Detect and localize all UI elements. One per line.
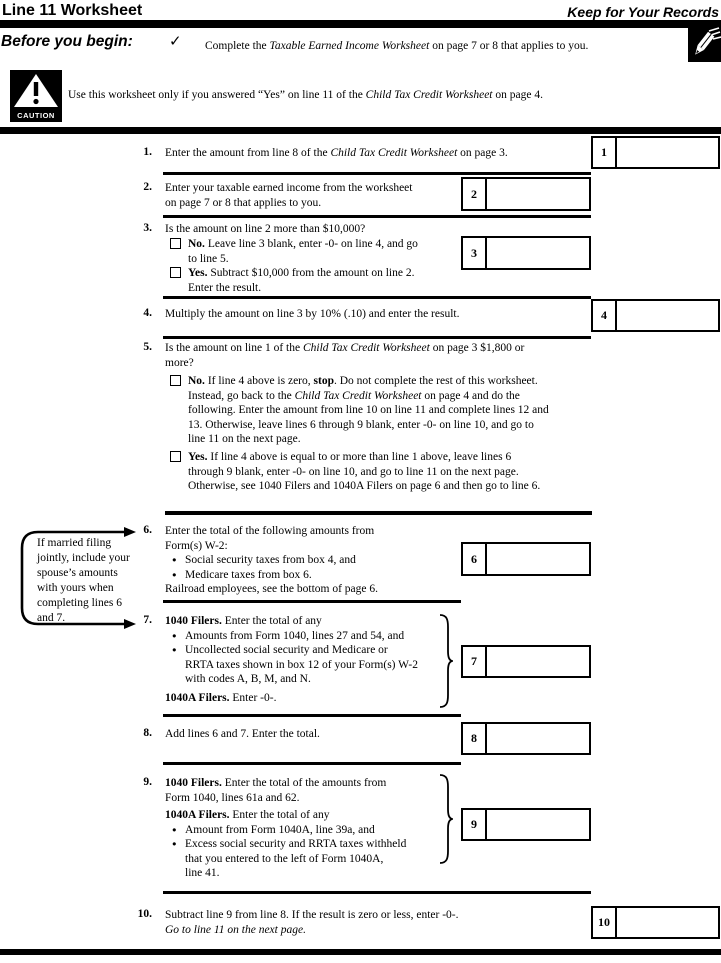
line-3-amount-field[interactable] [487,238,589,268]
line-10-amount-field[interactable] [617,908,718,937]
line-8-text: Add lines 6 and 7. Enter the total. [165,728,320,740]
divider [163,714,461,717]
line-7-block [165,614,418,705]
line-2-amount-field[interactable] [487,179,589,209]
line-1-box-label: 1 [593,138,617,167]
line-8-entry-box [461,722,591,755]
divider [163,336,591,339]
line-6-amount-field[interactable] [487,544,589,574]
line-4-entry-box [591,299,720,332]
line-7-amount-field[interactable] [487,647,589,676]
line-7-entry-box [461,645,591,678]
line-6-text: Enter the total of the following amounts from Form(s) W-2: [165,525,375,552]
line-9-bullet-2: ● Excess social security and RRTA taxes withheld that you entered to the left of Form 1040A, line 41. [165,837,406,881]
line-6-bullet-2: ● Medicare taxes from box 6. [165,568,378,583]
line-3-no-option: No. Leave line 3 blank, enter -0- on line 4, and go to line 5. [170,237,418,266]
line-9-entry-box [461,808,591,841]
line-4-number: 4. [143,307,152,319]
page-title: Line 11 Worksheet [2,2,143,19]
line-7-box-label: 7 [463,647,487,676]
line-6-entry-box [461,542,591,576]
caution-text: Use this worksheet only if you answered “Yes” on line 11 of the Child Tax Credit Worksheet on page 4. [68,89,543,101]
margin-note-text: If married filing jointly, include your spouse’s amounts with yours when completing lines 6 and 7. [37,537,130,624]
divider [0,949,721,955]
divider [163,215,591,218]
line-9-amount-field[interactable] [487,810,589,839]
line-8-number: 8. [143,727,152,739]
line-2-number: 2. [143,181,152,193]
divider [0,127,721,134]
line-3-no-checkbox[interactable] [170,238,181,249]
line-1-text: Enter the amount from line 8 of the Child Tax Credit Worksheet on page 3. [165,147,508,159]
pencil-icon [688,26,721,65]
brace-right [439,613,453,709]
line-6-note: Railroad employees, see the bottom of page 6. [165,583,379,595]
before-you-begin-text: Complete the Taxable Earned Income Worksheet on page 7 or 8 that applies to you. [205,40,589,52]
line-7-1040-filers-text: 1040 Filers. Enter the total of any [165,615,322,627]
divider [163,762,461,765]
line-6-box-label: 6 [463,544,487,574]
line-6-number: 6. [143,524,152,536]
line-5-no-checkbox[interactable] [170,375,181,386]
caution-label: CAUTION [17,111,55,120]
line-10-box-label: 10 [593,908,617,937]
line-7-1040a-filers-text: 1040A Filers. Enter -0-. [165,691,277,704]
line-9-number: 9. [143,776,152,788]
line-9-1040a-filers-text: 1040A Filers. Enter the total of any [165,809,330,821]
line-5-number: 5. [143,341,152,353]
line-10-entry-box [591,906,720,939]
line-3-box-label: 3 [463,238,487,268]
line-5-no-option: No. If line 4 above is zero, stop. Do not complete the rest of this worksheet. Instead, go back to the Child Tax Credit Worksheet on page 4 and do the following. Enter the amount from line 10 on line 11 and complete lines 12 and 13. Otherwise, leave lines 6 through 9 blank, enter -0- on line 10, and go to line 11 on the next page. [170,374,549,447]
line-9-1040-filers-text: 1040 Filers. Enter the total of the amounts from Form 1040, lines 61a and 62. [165,777,387,804]
divider [165,511,592,515]
line-10-number: 10. [137,908,152,920]
line-3-entry-box [461,236,591,270]
line-7-number: 7. [143,614,152,626]
line-5-question: Is the amount on line 1 of the Child Tax Credit Worksheet on page 3 $1,800 or more? [165,342,525,369]
line-1-entry-box [591,136,720,169]
before-you-begin-label: Before you begin: [1,33,133,50]
line-4-text: Multiply the amount on line 3 by 10% (.10) and enter the result. [165,308,460,320]
line-7-bullet-1: ● Amounts from Form 1040, lines 27 and 54, and [165,629,418,644]
line-8-amount-field[interactable] [487,724,589,753]
line-3-question: Is the amount on line 2 more than $10,000? [165,223,366,235]
line-3-yes-option: Yes. Subtract $10,000 from the amount on line 2. Enter the result. [170,266,414,295]
line-6-bullet-1: ● Social security taxes from box 4, and [165,553,378,568]
line-4-box-label: 4 [593,301,617,330]
line-3-number: 3. [143,222,152,234]
divider [163,891,591,894]
line-2-entry-box [461,177,591,211]
line-2-text: Enter your taxable earned income from the worksheet on page 7 or 8 that applies to you. [165,182,413,209]
line-5-yes-checkbox[interactable] [170,451,181,462]
line-2-box-label: 2 [463,179,487,209]
line-6-block [165,524,378,597]
line-7-bullet-2: ● Uncollected social security and Medicare or RRTA taxes shown in box 12 of your Form(s) W-2 with codes A, B, M, and N. [165,643,418,687]
divider [163,172,591,175]
brace-right [439,773,453,865]
checkmark-icon: ✓ [169,34,182,50]
divider [163,600,461,603]
line-9-block [165,776,406,881]
caution-icon [10,70,62,125]
keep-for-records-label: Keep for Your Records [567,4,719,20]
line-5-yes-option: Yes. If line 4 above is equal to or more than line 1 above, leave lines 6 through 9 blank, enter -0- on line 10, and go to line 11 on the next page. Otherwise, see 1040 Filers and 1040A Filers on page 6 and then go to line 6. [170,450,540,494]
line-3-yes-checkbox[interactable] [170,267,181,278]
line-4-amount-field[interactable] [617,301,718,330]
line-9-box-label: 9 [463,810,487,839]
line-8-box-label: 8 [463,724,487,753]
line-10-text: Subtract line 9 from line 8. If the result is zero or less, enter -0-. Go to line 11 on the next page. [165,909,459,936]
line-1-number: 1. [143,146,152,158]
line-1-amount-field[interactable] [617,138,718,167]
divider [163,296,591,299]
divider [0,20,721,28]
line-9-bullet-1: ● Amount from Form 1040A, line 39a, and [165,823,406,838]
